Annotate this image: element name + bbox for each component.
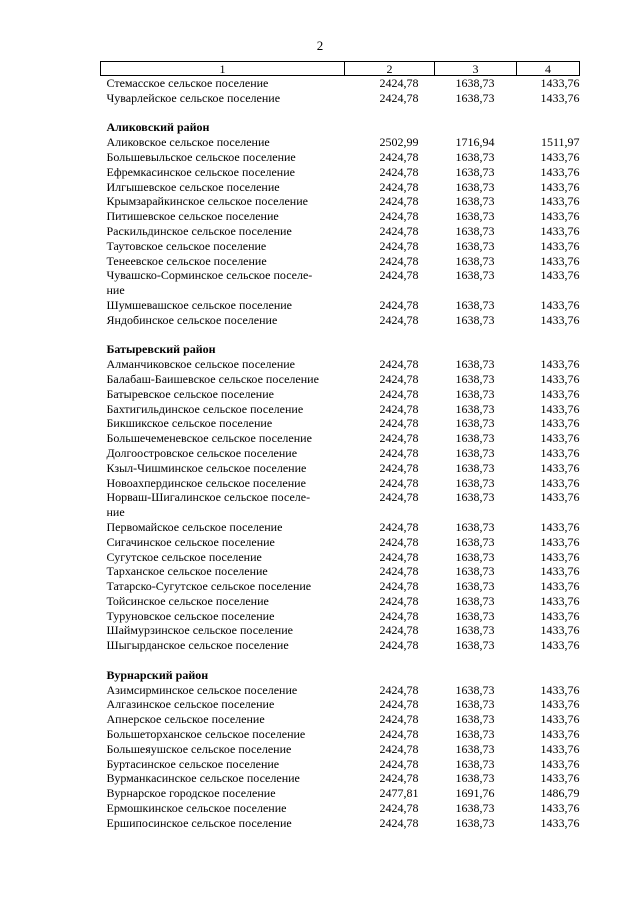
value-col-4: 1433,76: [540, 386, 580, 401]
table-row: [101, 313, 580, 328]
table-row: [101, 165, 580, 180]
value-col-2: 2424,78: [379, 253, 419, 268]
value-col-2: 2424,78: [379, 164, 419, 179]
table-row: [101, 194, 580, 209]
settlement-name: Ефремкасинское сельское поселение: [106, 164, 295, 179]
table-body: [101, 76, 580, 831]
table-row: [101, 594, 580, 609]
value-col-3: 1638,73: [455, 357, 495, 372]
value-col-2: 2502,99: [379, 135, 419, 150]
table-row: [101, 712, 580, 727]
value-col-3: 1638,73: [455, 312, 495, 327]
value-col-4: 1433,76: [540, 519, 580, 534]
group-spacer: [101, 653, 580, 668]
value-col-4: 1433,76: [540, 445, 580, 460]
settlement-name: Тойсинское сельское поселение: [106, 593, 269, 608]
value-col-2: 2424,78: [379, 756, 419, 771]
column-header-1: 1: [101, 62, 345, 76]
settlement-name: Таутовское сельское поселение: [106, 238, 267, 253]
value-col-2: 2424,78: [379, 697, 419, 712]
value-col-3: 1638,73: [455, 431, 495, 446]
value-col-2: 2424,78: [379, 445, 419, 460]
value-col-4: 1433,76: [540, 164, 580, 179]
settlement-name: Чуварлейское сельское поселение: [106, 90, 281, 105]
table-row: [101, 298, 580, 313]
value-col-3: 1638,73: [455, 697, 495, 712]
value-col-2: 2424,78: [379, 727, 419, 742]
settlement-name: Бахтигильдинское сельское поселение: [106, 401, 304, 416]
value-col-3: 1638,73: [455, 76, 495, 90]
settlement-name: Сугутское сельское поселение: [106, 549, 262, 564]
settlement-name: Яндобинское сельское поселение: [106, 312, 278, 327]
settlement-name: Батыревское сельское поселение: [106, 386, 274, 401]
value-col-3: 1638,73: [455, 727, 495, 742]
value-col-4: 1433,76: [540, 727, 580, 742]
value-col-4: 1486,79: [540, 786, 580, 801]
table-row: [101, 224, 580, 239]
value-col-3: 1638,73: [455, 179, 495, 194]
value-col-4: 1433,76: [540, 223, 580, 238]
column-header-4: 4: [517, 62, 580, 76]
settlement-name: Ермошкинское сельское поселение: [106, 801, 287, 816]
value-col-2: 2424,78: [379, 549, 419, 564]
value-col-4: 1433,76: [540, 475, 580, 490]
value-col-4: 1433,76: [540, 90, 580, 105]
table-row: [101, 801, 580, 816]
table-row: [101, 180, 580, 195]
value-col-3: 1638,73: [455, 638, 495, 653]
value-col-2: 2424,78: [379, 297, 419, 312]
settlement-name: Шумшевашское сельское поселение: [106, 297, 292, 312]
value-col-4: 1433,76: [540, 549, 580, 564]
value-col-3: 1638,73: [455, 623, 495, 638]
settlement-name: Норваш-Шигалинское сельское поселе- ние: [106, 490, 311, 520]
value-col-4: 1433,76: [540, 357, 580, 372]
settlement-name: Шыгырданское сельское поселение: [106, 638, 289, 653]
value-col-4: 1433,76: [540, 297, 580, 312]
value-col-4: 1511,97: [540, 135, 580, 150]
table-row: [101, 623, 580, 638]
value-col-3: 1638,73: [455, 223, 495, 238]
table-row: [101, 771, 580, 786]
value-col-4: 1433,76: [540, 416, 580, 431]
settlement-name: Чувашско-Сорминское сельское поселе- ние: [106, 268, 313, 298]
group-spacer: [101, 106, 580, 121]
value-col-3: 1638,73: [455, 90, 495, 105]
table-row: [101, 268, 580, 298]
settlement-name: Вурнарское городское поселение: [106, 786, 276, 801]
value-col-3: 1638,73: [455, 741, 495, 756]
value-col-2: 2424,78: [379, 519, 419, 534]
value-col-3: 1638,73: [455, 534, 495, 549]
value-col-2: 2424,78: [379, 475, 419, 490]
value-col-4: 1433,76: [540, 638, 580, 653]
table-row: [101, 520, 580, 535]
value-col-3: 1638,73: [455, 579, 495, 594]
value-col-4: 1433,76: [540, 460, 580, 475]
value-col-2: 2424,78: [379, 771, 419, 786]
value-col-4: 1433,76: [540, 401, 580, 416]
table-row: [101, 535, 580, 550]
value-col-2: 2424,78: [379, 490, 419, 505]
value-col-4: 1433,76: [540, 149, 580, 164]
value-col-2: 2424,78: [379, 194, 419, 209]
value-col-3: 1638,73: [455, 608, 495, 623]
value-col-2: 2424,78: [379, 386, 419, 401]
value-col-4: 1433,76: [540, 76, 580, 90]
value-col-2: 2424,78: [379, 371, 419, 386]
value-col-4: 1433,76: [540, 253, 580, 268]
settlement-name: Тарханское сельское поселение: [106, 564, 268, 579]
value-col-2: 2424,78: [379, 712, 419, 727]
value-col-3: 1638,73: [455, 268, 495, 283]
settlement-name: Буртасинское сельское поселение: [106, 756, 280, 771]
value-col-3: 1638,73: [455, 712, 495, 727]
district-heading: Аликовский район: [106, 120, 210, 135]
district-heading: Батыревский район: [106, 342, 216, 357]
value-col-3: 1638,73: [455, 416, 495, 431]
value-col-4: 1433,76: [540, 712, 580, 727]
table-row: [101, 727, 580, 742]
value-col-4: 1433,76: [540, 268, 580, 283]
value-col-3: 1638,73: [455, 801, 495, 816]
value-col-4: 1433,76: [540, 593, 580, 608]
value-col-3: 1638,73: [455, 401, 495, 416]
value-col-3: 1638,73: [455, 564, 495, 579]
settlement-name: Раскильдинское сельское поселение: [106, 223, 292, 238]
settlement-name: Питишевское сельское поселение: [106, 209, 279, 224]
district-heading-row: [101, 120, 580, 135]
settlement-name: Первомайское сельское поселение: [106, 519, 283, 534]
settlement-name: Тенеевское сельское поселение: [106, 253, 267, 268]
value-col-4: 1433,76: [540, 756, 580, 771]
value-col-3: 1638,73: [455, 194, 495, 209]
value-col-3: 1638,73: [455, 771, 495, 786]
value-col-4: 1433,76: [540, 741, 580, 756]
table-row: [101, 461, 580, 476]
table-row: [101, 209, 580, 224]
settlement-name: Новоахпердинское сельское поселение: [106, 475, 306, 490]
settlement-name: Азимсирминское сельское поселение: [106, 682, 298, 697]
settlement-name: Кзыл-Чишминское сельское поселение: [106, 460, 307, 475]
value-col-3: 1638,73: [455, 549, 495, 564]
value-col-2: 2424,78: [379, 312, 419, 327]
table-row: [101, 402, 580, 417]
value-col-3: 1638,73: [455, 297, 495, 312]
settlement-name: Балабаш-Баишевское сельское поселение: [106, 371, 319, 386]
table-row: [101, 742, 580, 757]
settlement-name: Шаймурзинское сельское поселение: [106, 623, 293, 638]
value-col-4: 1433,76: [540, 623, 580, 638]
value-col-3: 1638,73: [455, 682, 495, 697]
district-heading: Вурнарский район: [106, 667, 209, 682]
value-col-3: 1638,73: [455, 593, 495, 608]
value-col-2: 2424,78: [379, 638, 419, 653]
value-col-4: 1433,76: [540, 771, 580, 786]
value-col-3: 1638,73: [455, 519, 495, 534]
value-col-4: 1433,76: [540, 801, 580, 816]
value-col-2: 2424,78: [379, 801, 419, 816]
table-row: [101, 609, 580, 624]
value-col-3: 1691,76: [455, 786, 495, 801]
settlement-name: Стемасское сельское поселение: [106, 76, 269, 90]
district-heading-row: [101, 342, 580, 357]
table-row: [101, 372, 580, 387]
table-row: [101, 638, 580, 653]
settlement-name: Большевыльское сельское поселение: [106, 149, 296, 164]
settlement-name: Алгазинское сельское поселение: [106, 697, 275, 712]
district-heading-row: [101, 668, 580, 683]
settlement-name: Крымзарайкинское сельское поселение: [106, 194, 308, 209]
table-row: [101, 564, 580, 579]
value-col-2: 2424,78: [379, 416, 419, 431]
table-row: [101, 446, 580, 461]
value-col-2: 2424,78: [379, 238, 419, 253]
table-row: [101, 357, 580, 372]
value-col-2: 2424,78: [379, 223, 419, 238]
value-col-2: 2424,78: [379, 534, 419, 549]
value-col-4: 1433,76: [540, 209, 580, 224]
value-col-2: 2424,78: [379, 431, 419, 446]
value-col-4: 1433,76: [540, 608, 580, 623]
value-col-2: 2424,78: [379, 357, 419, 372]
value-col-3: 1638,73: [455, 253, 495, 268]
table-row: [101, 786, 580, 801]
table-row: [101, 683, 580, 698]
value-col-3: 1638,73: [455, 386, 495, 401]
settlement-name: Большечеменевское сельское поселение: [106, 431, 312, 446]
value-col-4: 1433,76: [540, 815, 580, 830]
settlement-name: Бикшикское сельское поселение: [106, 416, 273, 431]
table-row: [101, 416, 580, 431]
value-col-4: 1433,76: [540, 490, 580, 505]
value-col-4: 1433,76: [540, 682, 580, 697]
value-col-3: 1638,73: [455, 815, 495, 830]
value-col-3: 1716,94: [455, 135, 495, 150]
value-col-4: 1433,76: [540, 564, 580, 579]
table-row: [101, 91, 580, 106]
value-col-2: 2424,78: [379, 623, 419, 638]
column-header-2: 2: [345, 62, 435, 76]
settlement-name: Апнерское сельское поселение: [106, 712, 265, 727]
value-col-2: 2424,78: [379, 564, 419, 579]
value-col-4: 1433,76: [540, 194, 580, 209]
value-col-3: 1638,73: [455, 460, 495, 475]
table-row: [101, 490, 580, 520]
value-col-4: 1433,76: [540, 431, 580, 446]
value-col-3: 1638,73: [455, 371, 495, 386]
table-row: [101, 431, 580, 446]
page-number: 2: [316, 38, 324, 53]
group-spacer: [101, 328, 580, 343]
settlement-name: Татарско-Сугутское сельское поселение: [106, 579, 312, 594]
value-col-2: 2424,78: [379, 90, 419, 105]
tariff-table: [100, 61, 580, 831]
value-col-2: 2424,78: [379, 579, 419, 594]
value-col-3: 1638,73: [455, 149, 495, 164]
value-col-4: 1433,76: [540, 371, 580, 386]
value-col-3: 1638,73: [455, 164, 495, 179]
settlement-name: Большеяушское сельское поселение: [106, 741, 292, 756]
settlement-name: Большеторханское сельское поселение: [106, 727, 306, 742]
settlement-name: Долгоостровское сельское поселение: [106, 445, 298, 460]
table-row: [101, 579, 580, 594]
value-col-2: 2424,78: [379, 682, 419, 697]
table-row: [101, 387, 580, 402]
value-col-2: 2424,78: [379, 593, 419, 608]
settlement-name: Аликовское сельское поселение: [106, 135, 270, 150]
value-col-3: 1638,73: [455, 238, 495, 253]
table-header: [101, 62, 580, 76]
value-col-4: 1433,76: [540, 534, 580, 549]
value-col-2: 2424,78: [379, 149, 419, 164]
value-col-4: 1433,76: [540, 697, 580, 712]
value-col-2: 2424,78: [379, 76, 419, 90]
value-col-2: 2424,78: [379, 268, 419, 283]
table-row: [101, 757, 580, 772]
value-col-4: 1433,76: [540, 312, 580, 327]
table-row: [101, 76, 580, 91]
table-row: [101, 135, 580, 150]
value-col-4: 1433,76: [540, 238, 580, 253]
value-col-2: 2477,81: [379, 786, 419, 801]
table-row: [101, 150, 580, 165]
value-col-3: 1638,73: [455, 475, 495, 490]
value-col-2: 2424,78: [379, 815, 419, 830]
settlement-name: Алманчиковское сельское поселение: [106, 357, 295, 372]
value-col-2: 2424,78: [379, 179, 419, 194]
value-col-3: 1638,73: [455, 756, 495, 771]
table-row: [101, 254, 580, 269]
value-col-3: 1638,73: [455, 209, 495, 224]
table-row: [101, 239, 580, 254]
value-col-4: 1433,76: [540, 579, 580, 594]
settlement-name: Сигачинское сельское поселение: [106, 534, 275, 549]
settlement-name: Ершипосинское сельское поселение: [106, 815, 292, 830]
settlement-name: Туруновское сельское поселение: [106, 608, 275, 623]
settlement-name: Вурманкасинское сельское поселение: [106, 771, 300, 786]
table-row: [101, 476, 580, 491]
value-col-3: 1638,73: [455, 490, 495, 505]
value-col-3: 1638,73: [455, 445, 495, 460]
value-col-2: 2424,78: [379, 460, 419, 475]
value-col-2: 2424,78: [379, 209, 419, 224]
value-col-2: 2424,78: [379, 741, 419, 756]
value-col-2: 2424,78: [379, 401, 419, 416]
table-row: [101, 550, 580, 565]
table-row: [101, 816, 580, 831]
column-header-3: 3: [435, 62, 517, 76]
table-row: [101, 697, 580, 712]
value-col-4: 1433,76: [540, 179, 580, 194]
settlement-name: Илгышевское сельское поселение: [106, 179, 280, 194]
value-col-2: 2424,78: [379, 608, 419, 623]
